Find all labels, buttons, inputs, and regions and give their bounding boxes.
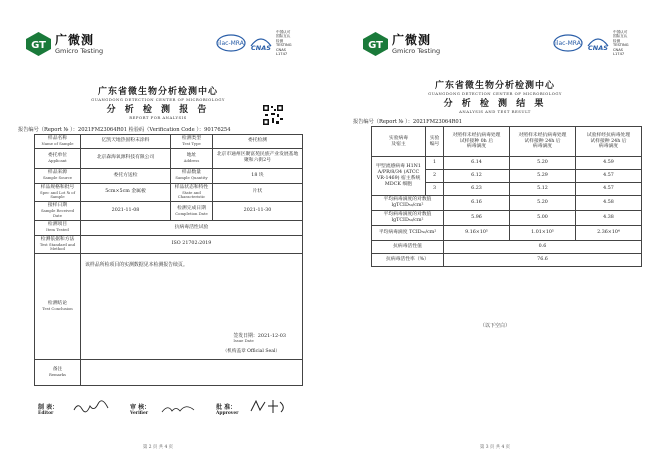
value-a: 6.14 [444, 157, 510, 170]
quantity-label: 样品数量 Sample Quantity [171, 168, 213, 183]
cnas-icon [248, 32, 274, 54]
avg-log-label: 平均病毒滴度的对数值 lgTCID₅₀/cm² [372, 196, 444, 211]
report-results-page [337, 0, 653, 471]
page-footer: 第 2 页 共 4 页 [142, 445, 174, 450]
ilac-mra-icon [553, 32, 583, 54]
brand-logo [363, 31, 440, 57]
cert-marks [216, 30, 298, 57]
spec-label: 样品规格和批号 Spec and Lot № of Sample [35, 183, 81, 201]
source-value: 委托方送检 [81, 168, 171, 183]
cert-line: 检测 [613, 38, 621, 43]
report-type-en: REPORT FOR ANALYSIS [129, 115, 187, 120]
value-a: 6.12 [444, 170, 510, 183]
avg-titer-c: 2.36×10⁴ [576, 226, 642, 241]
ilac-mra-icon [216, 32, 246, 54]
conclusion-label: 检测结论 Test Conclusion [35, 254, 81, 360]
center-name-cn: 广东省微生物分析检测中心 [97, 87, 218, 97]
cnas-label: CNAS [588, 44, 608, 53]
svg-text:GT: GT [31, 40, 46, 51]
cert-line: 国际互认 [613, 34, 628, 39]
blank-below-note: （以下空白） [479, 323, 510, 329]
completion-label: 检测完成日期 Completion Date [171, 202, 213, 220]
results-type-en: ANALYSIS AND TEST RESULT [459, 109, 531, 114]
remarks-value [81, 360, 303, 386]
test-type-value: 委托检测 [213, 135, 303, 149]
center-name-en: GUANGDONG DETECTION CENTER OF MICROBIOLOGY [91, 97, 225, 102]
cnas-icon [585, 32, 611, 54]
svg-text:GT: GT [368, 40, 383, 51]
page-gutter [316, 0, 337, 471]
cert-marks [553, 30, 635, 57]
spec-value: 5cm×5cm 金属板 [81, 183, 171, 201]
value-a: 6.23 [444, 183, 510, 196]
avg-log2-b: 5.00 [510, 211, 576, 226]
avg-log-label-2: 平均病毒滴度的对数值 lgTCID₅₀/cm² [372, 211, 444, 226]
results-title [337, 78, 653, 114]
cert-text [613, 30, 635, 57]
brand-name-cn: 广微测 [392, 32, 432, 47]
cnas-label: CNAS [251, 44, 271, 53]
gmicro-logo-icon [363, 32, 388, 56]
cert-line: CNAS L1747 [613, 47, 625, 57]
standard-value: ISO 21702:2019 [81, 235, 303, 253]
test-no: 1 [426, 157, 444, 170]
received-value: 2021-11-08 [81, 202, 171, 220]
editor-signature: 制 表： Editor [38, 404, 59, 416]
value-c: 4.57 [576, 183, 642, 196]
brand-name-cn: 广微测 [55, 32, 95, 47]
cert-text [276, 30, 298, 57]
avg-titer-a: 9.16×10⁵ [444, 226, 510, 241]
standard-label: 检测依据和方法 Test Standard and Method [35, 235, 81, 253]
quantity-value: 18 块 [213, 168, 303, 183]
value-c: 4.59 [576, 157, 642, 170]
completion-value: 2021-11-30 [213, 202, 303, 220]
received-label: 接样日期 Sample Received Date [35, 202, 81, 220]
state-label: 样品状态和特性 State and Characteristic [171, 183, 213, 201]
virus-name-cell: 甲型流感病毒 H1N1 A/PR/8/34 (ATCC VR-1469) 宿主系统 MDCK 细胞 [372, 157, 426, 196]
antiviral-activity-value: 0.6 [444, 241, 642, 254]
applicant-value: 北京森海氧源科技有限公司 [81, 148, 171, 168]
cert-line: 中国认可 [276, 30, 291, 34]
value-c: 4.57 [576, 170, 642, 183]
tested-value: 抗病毒活性试验 [81, 220, 303, 235]
official-seal-note: （机构盖章 Official Seal） [222, 349, 280, 355]
report-number-line: 报告编号（Report № ）：2021FM23064R01 检验码（Verification Code ）：90176254 [18, 127, 231, 133]
brand-name-en: Gmicro Testing [392, 46, 441, 55]
conclusion-cell [81, 254, 303, 360]
antiviral-rate-label: 抗病毒活性率（%） [372, 254, 444, 267]
antiviral-activity-label: 抗病毒活性值 [372, 241, 444, 254]
report-cover-page [0, 0, 316, 471]
antiviral-rate-value: 76.6 [444, 254, 642, 267]
value-b: 5.29 [510, 170, 576, 183]
verifier-signature-scribble [160, 401, 196, 415]
issue-date: 签发日期：2021-12-03 Issue Date [233, 333, 286, 344]
header-test-no: 实验 编号 [426, 127, 444, 157]
editor-signature-scribble [72, 400, 110, 414]
page-footer: 第 3 页 共 4 页 [479, 445, 511, 450]
sample-name-label: 样品名称 Name of Sample [35, 135, 81, 149]
center-name-cn: 广东省微生物分析检测中心 [434, 81, 555, 91]
address-label: 地址 Address [171, 148, 213, 168]
results-table [371, 126, 642, 267]
avg-titer-b: 1.01×10⁵ [510, 226, 576, 241]
report-number-line: 报告编号（Report № ）：2021FM23064R01 [353, 119, 463, 125]
source-label: 样品来源 Sample Source [35, 168, 81, 183]
cert-line: TESTING [613, 43, 629, 48]
test-no: 2 [426, 170, 444, 183]
ilac-label: ilac-MRA [555, 40, 581, 48]
cert-line: CNAS L1747 [276, 47, 288, 57]
cert-line: 中国认可 [613, 30, 628, 34]
cert-line: 检测 [276, 38, 284, 43]
ilac-label: ilac-MRA [218, 40, 244, 48]
verifier-signature: 审 核： Verifier [130, 404, 151, 416]
avg-log-b: 5.20 [510, 196, 576, 211]
brand-logo [26, 31, 103, 57]
approver-signature: 批 准： Approver [216, 404, 239, 416]
avg-log-a: 6.16 [444, 196, 510, 211]
report-type-cn: 分 析 检 测 报 告 [106, 105, 210, 115]
header-col-a: 对照样未经抗病毒处理 试样接种 0h 后 病毒滴度 [444, 127, 510, 157]
avg-log2-c: 4.38 [576, 211, 642, 226]
header-virus-host: 实验病毒 及宿主 [372, 127, 426, 157]
conclusion-text: 该样品所检项目的实测数据见本检测报告续页。 [85, 262, 188, 269]
brand-name-en: Gmicro Testing [55, 46, 104, 55]
address-value: 北京市通州区聚富苑民族产业发展基地聚和六街2号 [213, 148, 303, 168]
value-b: 5.12 [510, 183, 576, 196]
avg-titer-label: 平均病毒滴度 TCID₅₀/cm² [372, 226, 444, 241]
gmicro-logo-icon [26, 32, 51, 56]
avg-log2-a: 5.96 [444, 211, 510, 226]
test-no: 3 [426, 183, 444, 196]
cert-line: 国际互认 [276, 34, 291, 39]
cert-line: TESTING [276, 43, 292, 48]
results-type-cn: 分 析 检 测 结 果 [443, 99, 547, 109]
center-name-en: GUANGDONG DETECTION CENTER OF MICROBIOLOGY [428, 91, 562, 96]
avg-log-c: 4.58 [576, 196, 642, 211]
sample-info-table [34, 134, 303, 386]
tested-label: 检测项目 Item Tested [35, 220, 81, 235]
qr-code-icon [262, 104, 284, 126]
header-col-b: 对照样未经抗病毒处理 试样接种 24h 后 病毒滴度 [510, 127, 576, 157]
test-type-label: 检测类型 Test Type [171, 135, 213, 149]
approver-signature-scribble [248, 398, 288, 414]
applicant-label: 委托单位 Applicant [35, 148, 81, 168]
header-col-c: 试验样经抗病毒处理 试样接种 24h 后 病毒滴度 [576, 127, 642, 157]
sample-name-value: 亿凯天地热固粉末涂料 [81, 135, 171, 149]
remarks-label: 备注 Remarks [35, 360, 81, 386]
value-b: 5.20 [510, 157, 576, 170]
state-value: 片状 [213, 183, 303, 201]
